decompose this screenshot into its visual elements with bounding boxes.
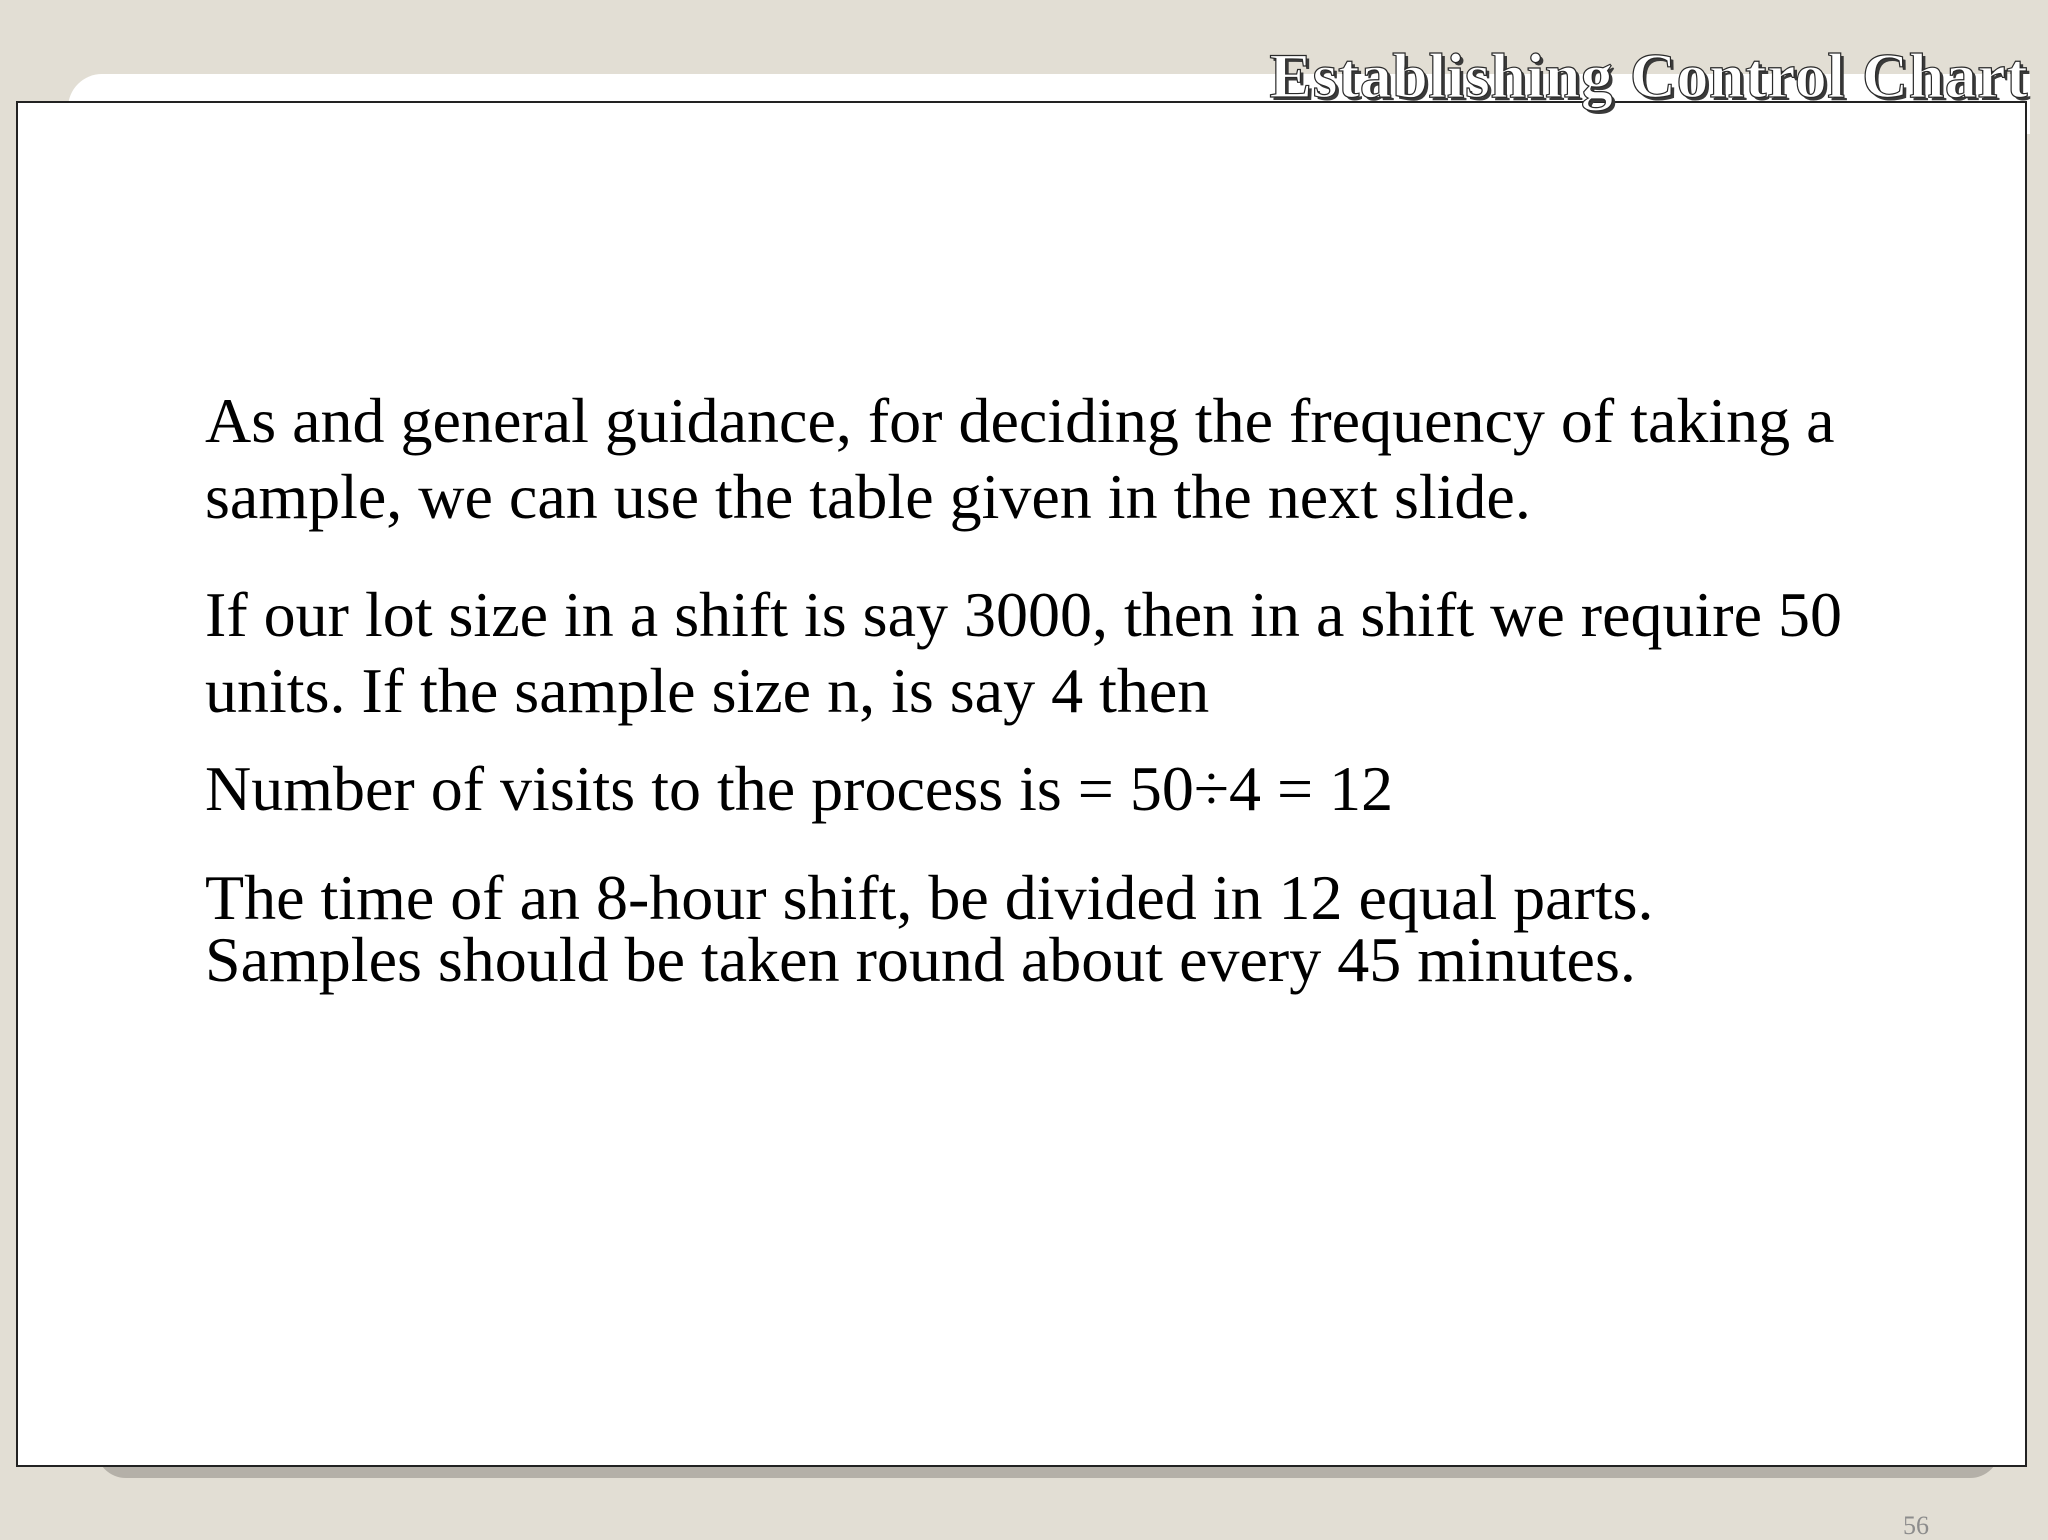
text-line: If our lot size in a shift is say 3000, then in a shift we require 50 <box>205 579 1842 650</box>
text-line: Samples should be taken round about every 45 minutes. <box>205 924 1636 995</box>
slide-page-number: 56 <box>1903 1511 1929 1540</box>
paragraph-lot-size-example <box>205 577 1842 729</box>
paragraph-sampling-guidance <box>205 383 1835 535</box>
slide-title: Establishing Control Chart <box>1269 40 2028 111</box>
text-line: sample, we can use the table given in the next slide. <box>205 461 1531 532</box>
slide-content-panel <box>16 101 2027 1540</box>
text-line: As and general guidance, for deciding the frequency of taking a <box>205 385 1835 456</box>
text-line: units. If the sample size n, is say 4 then <box>205 655 1210 726</box>
text-line: Number of visits to the process is = 50÷4 = 12 <box>205 753 1394 824</box>
paragraph-shift-division <box>205 862 1654 995</box>
text-line: The time of an 8-hour shift, be divided in 12 equal parts. <box>205 862 1654 933</box>
paragraph-visit-count <box>205 751 1393 827</box>
